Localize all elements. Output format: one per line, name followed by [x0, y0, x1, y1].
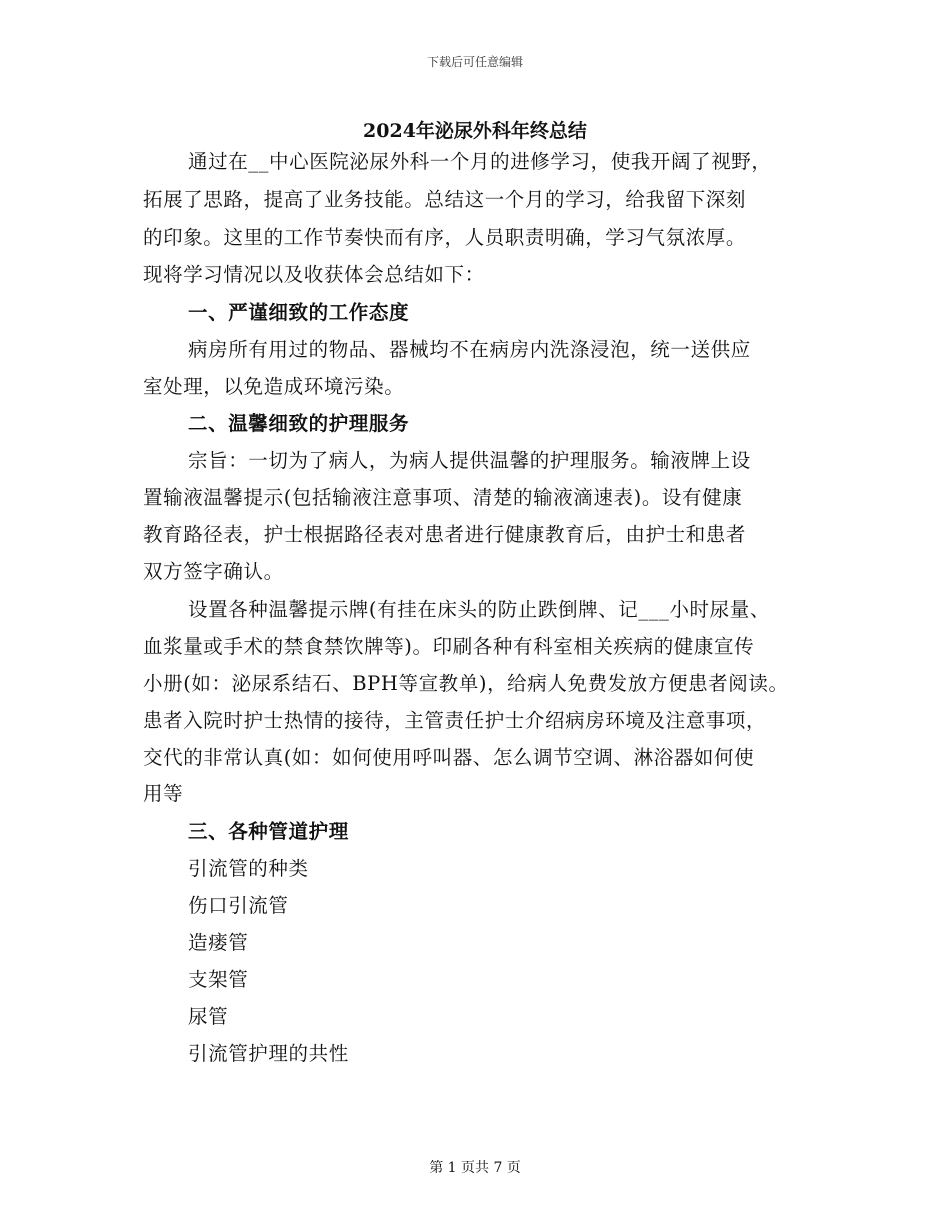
paragraph-line: 现将学习情况以及收获体会总结如下：	[143, 263, 485, 286]
paragraph-line: 通过在__中心医院泌尿外科一个月的进修学习，使我开阔了视野，	[188, 150, 772, 173]
page-header-note: 下载后可任意编辑	[426, 55, 523, 69]
section-heading-3: 三、各种管道护理	[188, 820, 349, 843]
paragraph-line: 小册(如：泌尿系结石、BPH等宣教单)，给病人免费发放方便患者阅读。	[143, 672, 789, 695]
list-item: 支架管	[188, 968, 249, 991]
list-item: 造瘘管	[188, 931, 249, 954]
paragraph-line: 拓展了思路，提高了业务技能。总结这一个月的学习，给我留下深刻	[143, 188, 747, 211]
list-item: 引流管的种类	[188, 857, 309, 880]
paragraph-line: 室处理，以免造成环境污染。	[143, 375, 405, 398]
paragraph-line: 双方签字确认。	[143, 560, 284, 583]
paragraph-line: 交代的非常认真(如：如何使用呼叫器、怎么调节空调、淋浴器如何使	[143, 746, 755, 769]
paragraph-line: 宗旨：一切为了病人，为病人提供温馨的护理服务。输液牌上设	[188, 449, 751, 472]
page-number: 第 1 页共 7 页	[429, 1160, 521, 1176]
section-heading-1: 一、严谨细致的工作态度	[188, 301, 410, 324]
paragraph-line: 血浆量或手术的禁食禁饮牌等)。印刷各种有科室相关疾病的健康宣传	[143, 635, 755, 658]
section-heading-2: 二、温馨细致的护理服务	[188, 412, 410, 435]
paragraph-line: 用等	[143, 782, 184, 805]
paragraph-line: 置输液温馨提示(包括输液注意事项、清楚的输液滴速表)。设有健康	[143, 486, 743, 509]
paragraph-line: 教育路径表，护士根据路径表对患者进行健康教育后，由护士和患者	[143, 523, 747, 546]
list-item: 尿管	[188, 1005, 229, 1028]
list-item: 引流管护理的共性	[188, 1042, 349, 1065]
paragraph-line: 患者入院时护士热情的接待，主管责任护士介绍病房环境及注意事项，	[143, 709, 767, 732]
document-title: 2024年泌尿外科年终总结	[363, 120, 587, 142]
paragraph-line: 病房所有用过的物品、器械均不在病房内洗涤浸泡，统一送供应	[188, 338, 751, 361]
paragraph-line: 设置各种温馨提示牌(有挂在床头的防止跌倒牌、记___小时尿量、	[188, 598, 770, 621]
paragraph-line: 的印象。这里的工作节奏快而有序，人员职责明确，学习气氛浓厚。	[143, 226, 747, 249]
list-item: 伤口引流管	[188, 894, 289, 917]
